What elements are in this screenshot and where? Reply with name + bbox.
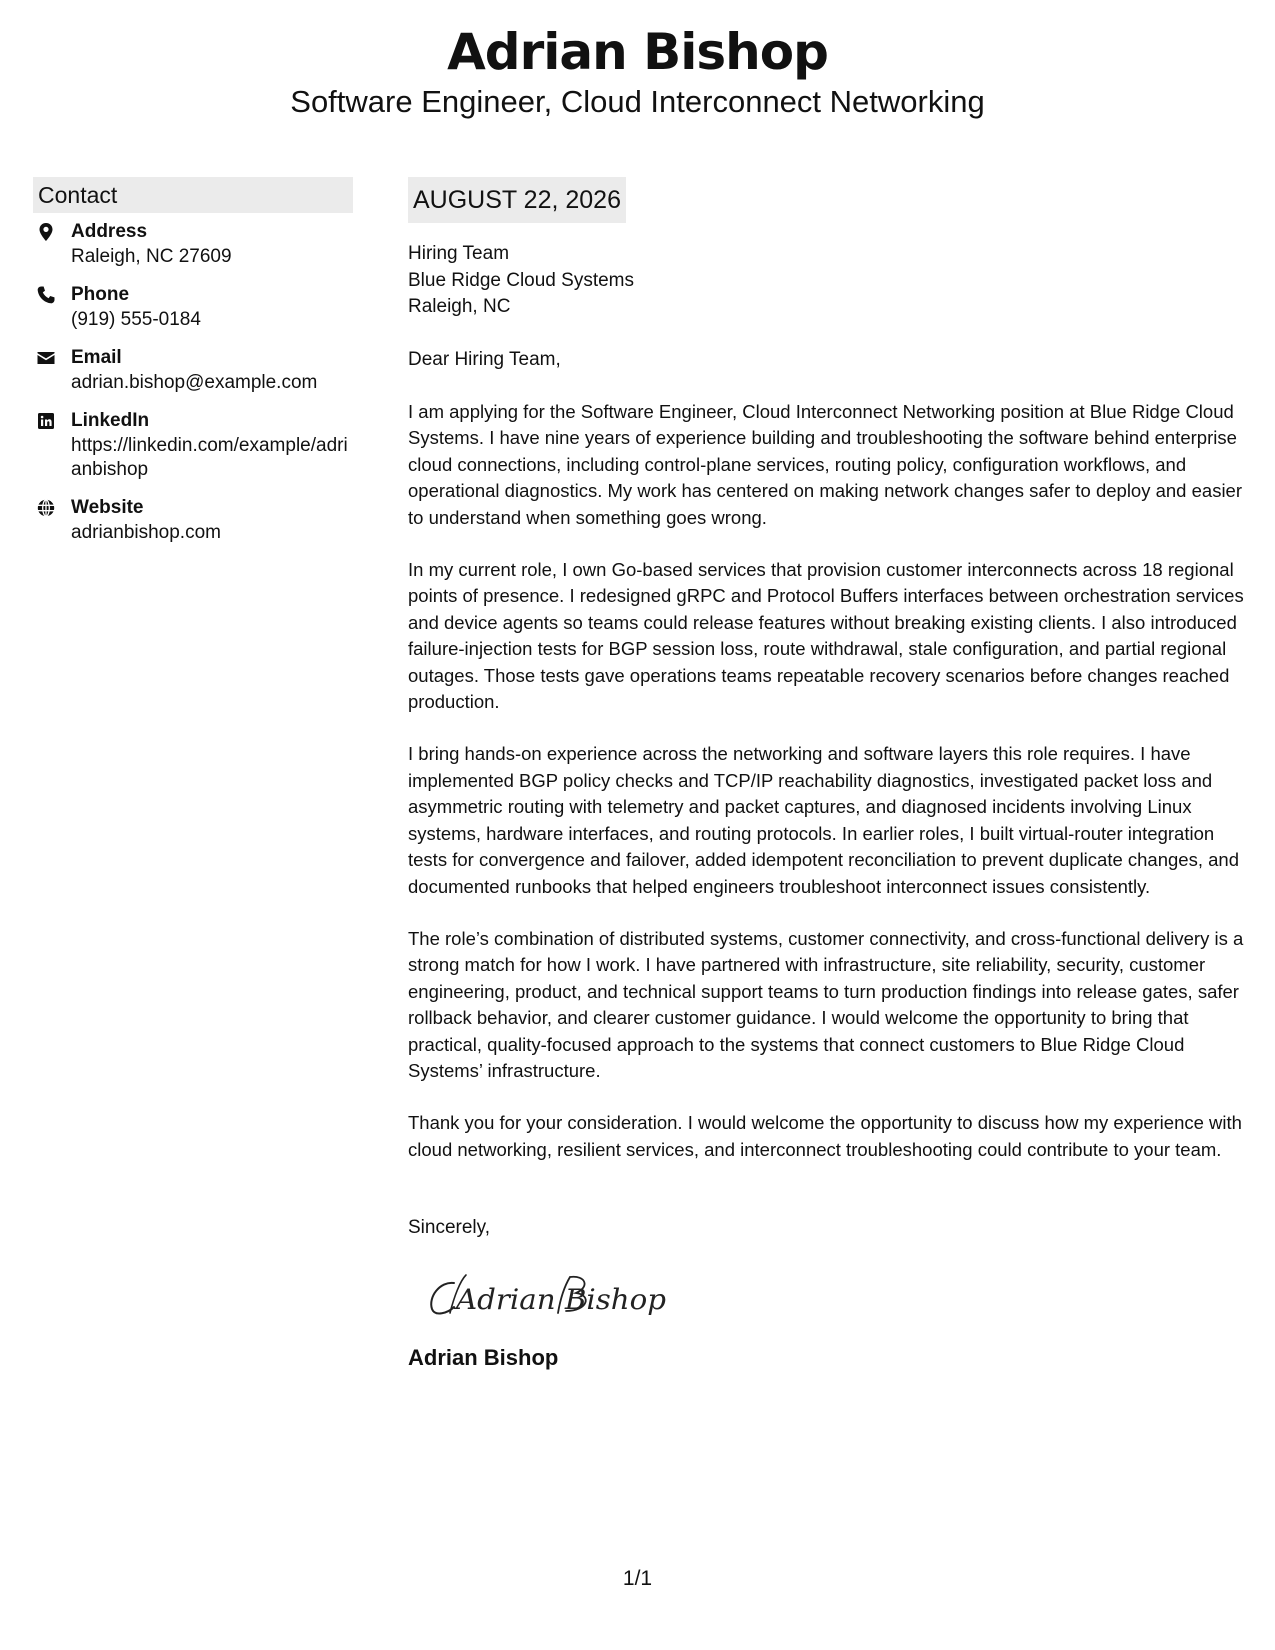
contact-label: Website [71, 497, 144, 518]
contact-label: LinkedIn [71, 410, 150, 431]
letter-paragraph: I bring hands-on experience across the networking and software layers this role requires. I have implemented BGP policy checks and TCP/IP reachability diagnostics, investigated packet loss and asymmetric routing with telemetry and packet captures, and diagnosed incidents involving Linux systems, hardware interfaces, and routing protocols. In earlier roles, I built virtual-router integration tests for convergence and failover, added idempotent reconciliation to prevent duplicate changes, and documented runbooks that helped engineers troubleshoot interconnect issues consistently. [408, 743, 1239, 897]
letter-header [0, 22, 1275, 120]
contact-sidebar [33, 177, 353, 558]
envelope-icon [36, 348, 56, 368]
contact-label: Address [71, 221, 148, 242]
applicant-name: Adrian Bishop [447, 23, 828, 81]
address-value: Raleigh, NC 27609 [71, 246, 232, 267]
greeting: Dear Hiring Team, [408, 348, 561, 370]
closing: Sincerely, [408, 1217, 491, 1239]
recipient-line: Raleigh, NC [408, 296, 511, 317]
letter-paragraph: I am applying for the Software Engineer, Cloud Interconnect Networking position at Blue Ridge Cloud Systems. I have nine years of experience building and troubleshooting the software behind enterprise cloud connections, including control-plane services, routing policy, configuration workflows, and operational diagnostics. My work has centered on making network changes safer to deploy and easier to understand when something goes wrong. [408, 401, 1242, 528]
letter-paragraph: In my current role, I own Go-based services that provision customer interconnects across 18 regional points of presence. I redesigned gRPC and Protocol Buffers interfaces between orchestration services and device agents so teams could release features without breaking existing clients. I also introduced failure-injection tests for BGP session loss, route withdrawal, stale configuration, and partial regional outages. Those tests gave operations teams repeatable recovery scenarios before changes reached production. [408, 559, 1244, 713]
applicant-job-title: Software Engineer, Cloud Interconnect Networking [290, 84, 985, 119]
linkedin-icon [36, 411, 56, 431]
map-pin-icon [36, 222, 56, 242]
contact-label: Email [71, 347, 122, 368]
email-value[interactable]: adrian.bishop@example.com [71, 372, 318, 393]
phone-value: (919) 555-0184 [71, 309, 201, 330]
contact-item-email [33, 345, 353, 395]
recipient-block [408, 241, 1250, 321]
letter-date: AUGUST 22, 2026 [408, 177, 626, 223]
website-value[interactable]: adrianbishop.com [71, 522, 221, 543]
page-number: 1/1 [622, 1567, 653, 1590]
signed-name: Adrian Bishop [408, 1345, 559, 1371]
letter-paragraph: The role’s combination of distributed systems, customer connectivity, and cross-functional delivery is a strong match for how I work. I have partnered with infrastructure, site reliability, security, customer engineering, product, and technical support teams to turn production findings into release gates, safer rollback behavior, and clearer customer guidance. I would welcome the opportunity to bring that practical, quality-focused approach to the systems that connect customers to Blue Ridge Cloud Systems’ infrastructure. [408, 927, 1244, 1081]
signature-text: Adrian Bishop [452, 1283, 667, 1317]
globe-icon [36, 498, 56, 518]
contact-heading: Contact [33, 177, 353, 213]
linkedin-value[interactable]: https://linkedin.com/example/adrianbishop [71, 435, 348, 480]
phone-icon [36, 285, 56, 305]
letter-body [408, 177, 1250, 1373]
contact-label: Phone [71, 284, 130, 305]
contact-item-website [33, 495, 353, 545]
contact-item-linkedin [33, 408, 353, 482]
contact-item-phone [33, 282, 353, 332]
letter-paragraph: Thank you for your consideration. I would welcome the opportunity to discuss how my experience with cloud networking, resilient services, and interconnect troubleshooting could contribute to your team. [408, 1112, 1242, 1160]
contact-item-address [33, 219, 353, 269]
signature-image [420, 1267, 680, 1329]
recipient-line: Blue Ridge Cloud Systems [408, 269, 634, 291]
recipient-line: Hiring Team [408, 243, 510, 264]
